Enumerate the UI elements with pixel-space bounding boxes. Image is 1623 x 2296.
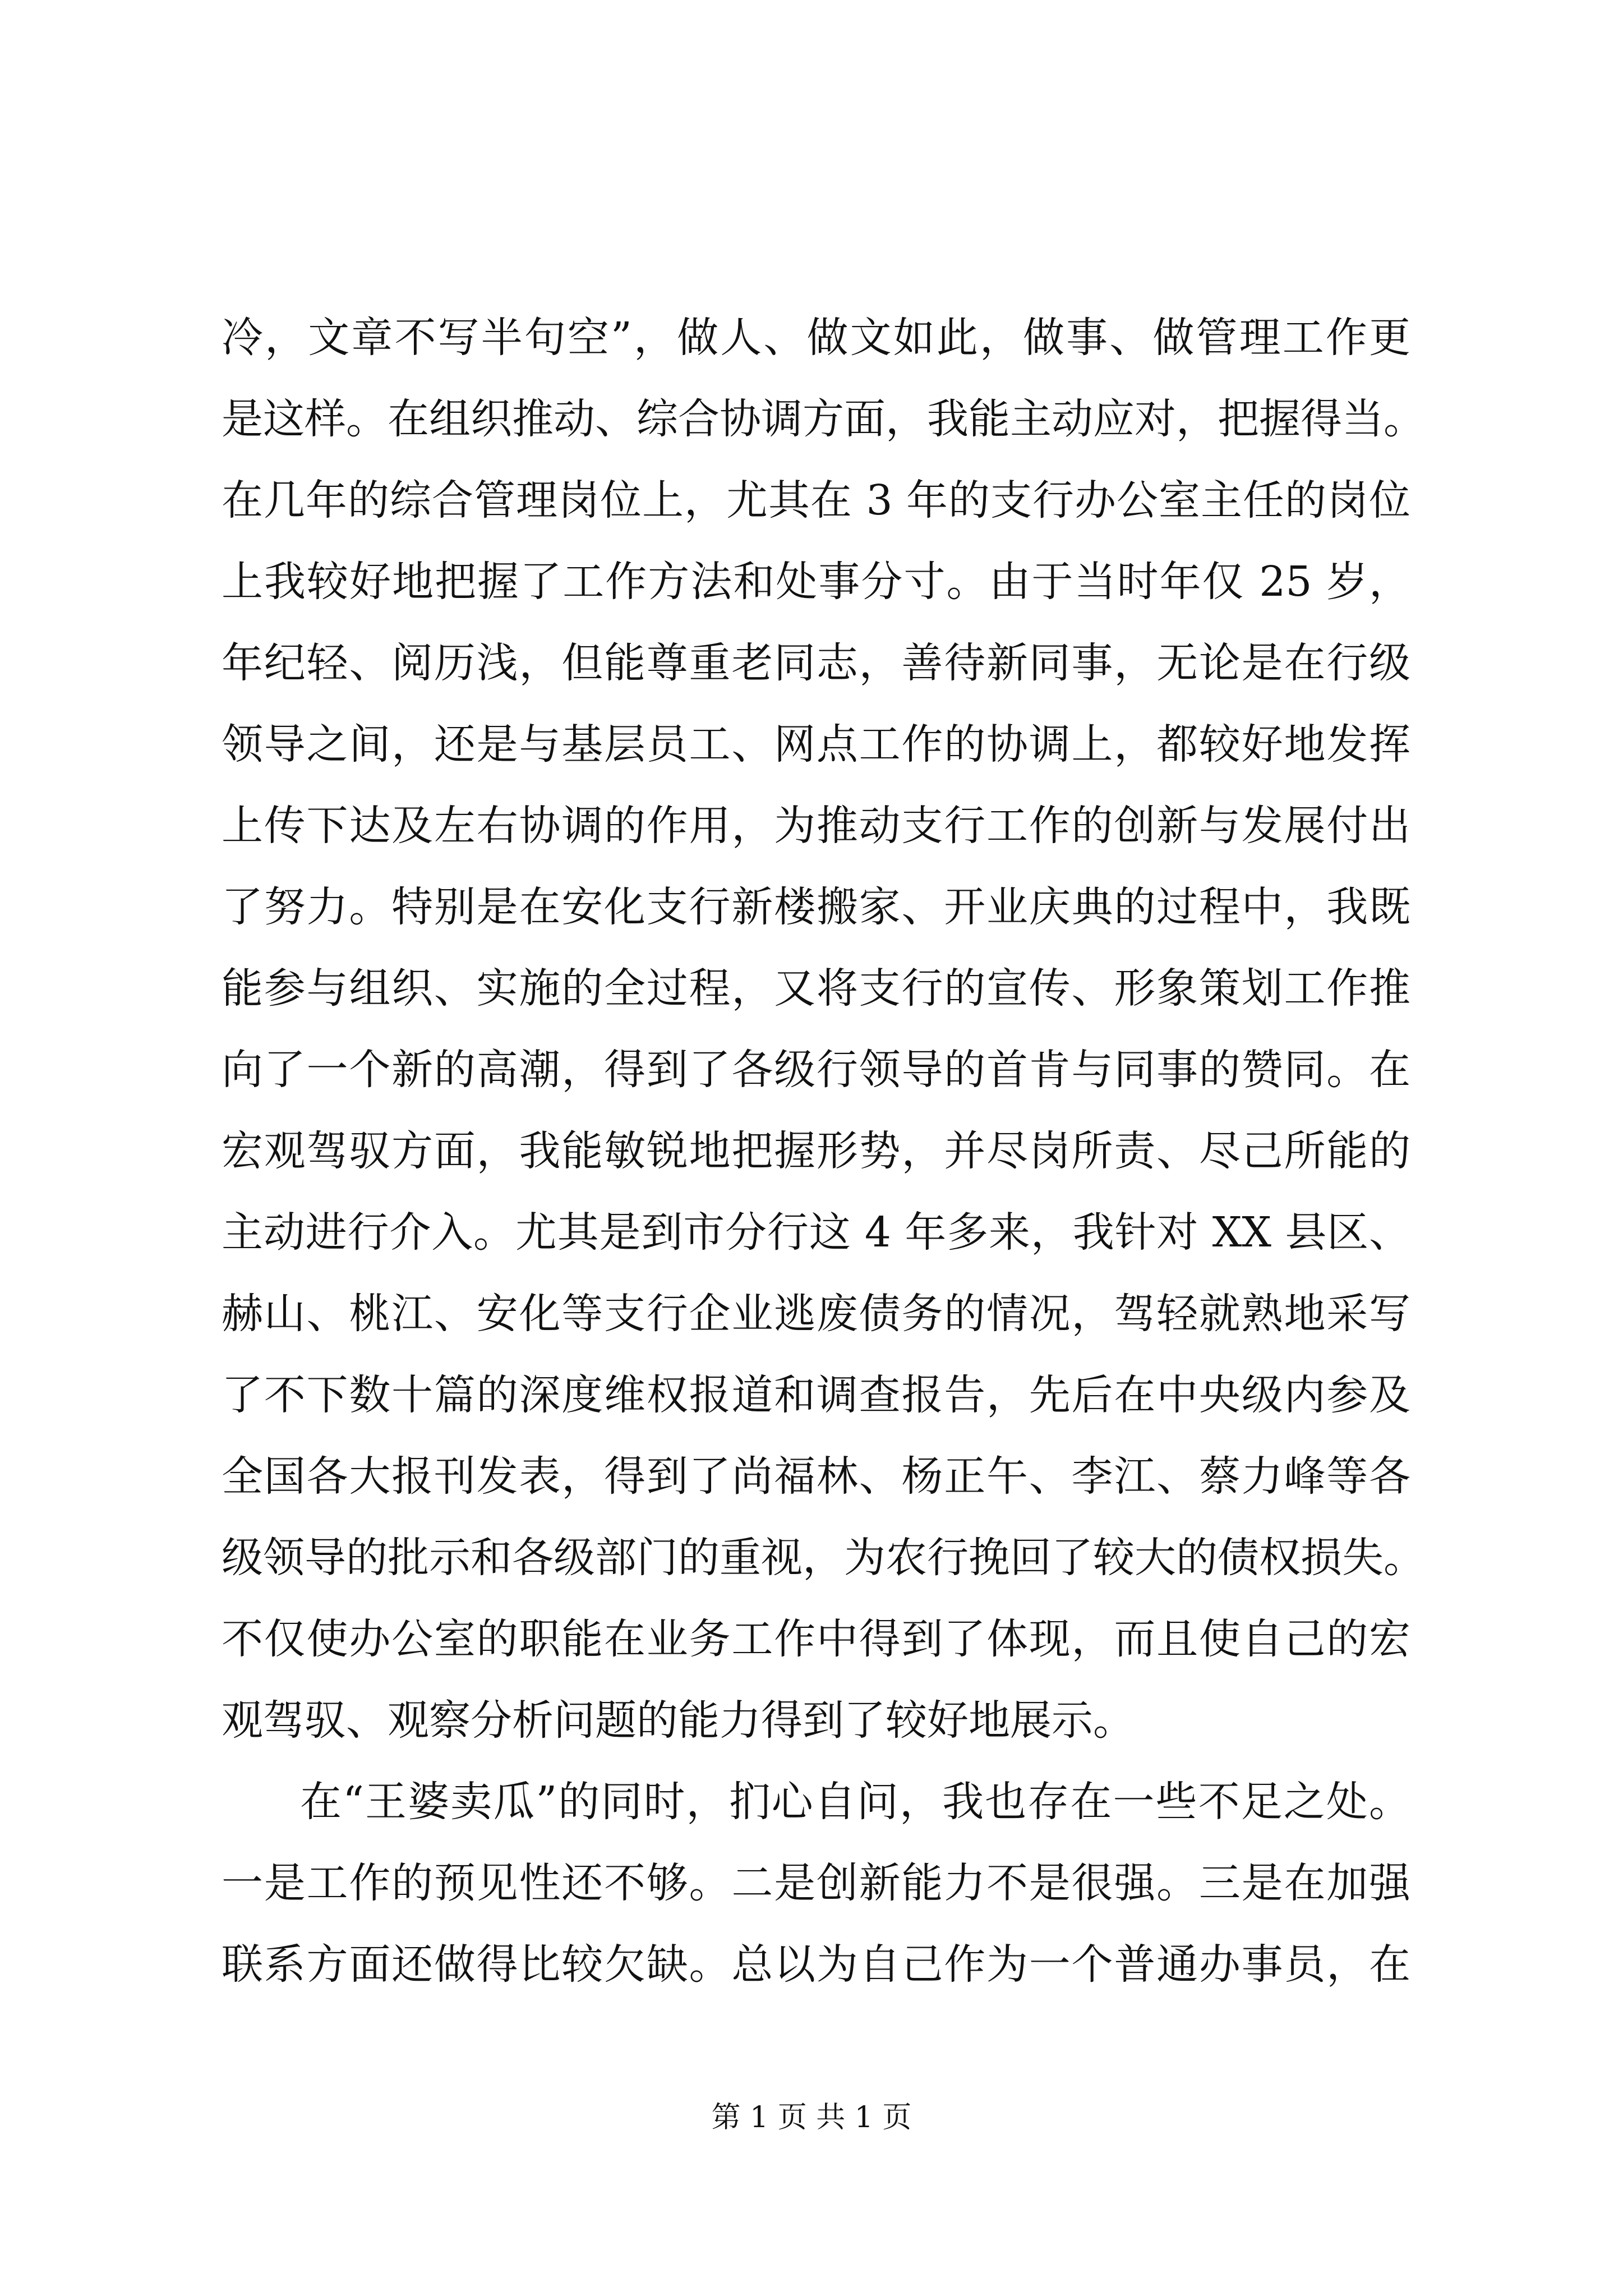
text-line: 上我较好地把握了工作方法和处事分寸。由于当时年仅 25 岁， bbox=[222, 558, 1410, 606]
text-line: 观驾驭、观察分析问题的能力得到了较好地展示。 bbox=[222, 1696, 1135, 1745]
text-line: 上传下达及左右协调的作用，为推动支行工作的创新与发展付出 bbox=[222, 802, 1410, 850]
text-line: 了不下数十篇的深度维权报道和调查报告，先后在中央级内参及 bbox=[222, 1371, 1410, 1419]
text-line: 宏观驾驭方面，我能敏锐地把握形势，并尽岗所责、尽己所能的 bbox=[222, 1127, 1410, 1175]
text-line: 在几年的综合管理岗位上，尤其在 3 年的支行办公室主任的岗位 bbox=[222, 476, 1410, 524]
text-line: 一是工作的预见性还不够。二是创新能力不是很强。三是在加强 bbox=[222, 1859, 1410, 1907]
text-line: 级领导的批示和各级部门的重视，为农行挽回了较大的债权损失。 bbox=[222, 1534, 1425, 1582]
text-line: 全国各大报刊发表，得到了尚福林、杨正午、李江、蔡力峰等各 bbox=[222, 1452, 1410, 1501]
text-line: 冷，文章不写半句空”，做人、做文如此，做事、做管理工作更 bbox=[222, 314, 1410, 362]
text-line: 不仅使办公室的职能在业务工作中得到了体现，而且使自己的宏 bbox=[222, 1615, 1410, 1663]
text-line: 了努力。特别是在安化支行新楼搬家、开业庆典的过程中，我既 bbox=[222, 883, 1410, 931]
page-footer bbox=[0, 2098, 1623, 2137]
page-number-label: 第 1 页 共 1 页 bbox=[711, 2101, 912, 2134]
text-line: 联系方面还做得比较欠缺。总以为自己作为一个普通办事员，在 bbox=[222, 1940, 1410, 1989]
text-line: 领导之间，还是与基层员工、网点工作的协调上，都较好地发挥 bbox=[222, 720, 1410, 769]
text-line: 主动进行介入。尤其是到市分行这 4 年多来，我针对 XX 县区、 bbox=[222, 1208, 1410, 1257]
text-line: 年纪轻、阅历浅，但能尊重老同志，善待新同事，无论是在行级 bbox=[222, 639, 1410, 687]
text-line: 能参与组织、实施的全过程，又将支行的宣传、形象策划工作推 bbox=[222, 964, 1410, 1013]
paragraph-first-line: 在“王婆卖瓜”的同时，扪心自问，我也存在一些不足之处。 bbox=[300, 1778, 1410, 1826]
text-line: 赫山、桃江、安化等支行企业逃废债务的情况，驾轻就熟地采写 bbox=[222, 1290, 1410, 1338]
text-line: 是这样。在组织推动、综合协调方面，我能主动应对，把握得当。 bbox=[222, 395, 1425, 443]
document-body bbox=[222, 297, 1425, 2005]
text-line: 向了一个新的高潮，得到了各级行领导的首肯与同事的赞同。在 bbox=[222, 1046, 1410, 1094]
